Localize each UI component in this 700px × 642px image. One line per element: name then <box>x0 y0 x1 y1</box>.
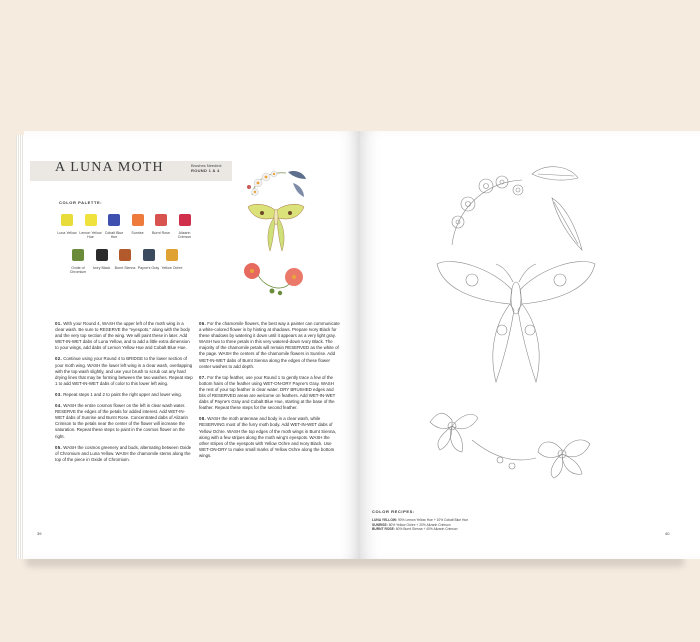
instruction-step <box>199 321 340 370</box>
page-title: A LUNA MOTH <box>55 160 164 175</box>
instruction-step <box>55 356 194 386</box>
color-swatch <box>72 249 84 261</box>
step-number: 05. <box>55 444 63 450</box>
recipe-name: LUNA YELLOW: <box>372 518 398 522</box>
color-swatch-label: Oxide of Chromium <box>69 266 87 275</box>
step-number: 07. <box>199 374 207 380</box>
instruction-step <box>55 445 194 463</box>
step-text: Repeat steps 1 and 2 to paint the right upper and lower wing. <box>63 391 182 397</box>
luna-moth-painting <box>238 165 314 300</box>
color-recipe <box>372 518 468 522</box>
color-swatch-label: Lemon Yellow Hue <box>79 231 102 240</box>
color-recipes-title: COLOR RECIPES: <box>372 509 415 514</box>
step-number: 01. <box>55 321 63 326</box>
instruction-step <box>199 375 340 412</box>
recipe-name: BURNT ROSE: <box>372 527 395 531</box>
color-swatch-label: Cobalt Blue Hue <box>104 231 124 240</box>
recipe-text: 60% Burnt Sienna + 40% Alizarin Crimson <box>395 527 458 531</box>
page-number-right: 40 <box>665 531 670 536</box>
color-swatch-label: Sunrise <box>131 231 144 235</box>
step-text: For the chamomile flowers, the best way a painter can communicate a white-colored flower is by hinting at shadows. Prepare Ivory Black for these shadows by watering it down until it appears as a very light gray. WASH two to three petals in this very watered-down Ivory Black. The majority of the chamomile petals will remain RESERVED as the white of the page. WASH the centers of the chamomile flowers in Sunrise. Add WET-IN-WET dabs of Burnt Sienna along the edges of these flower center washes to add depth. <box>199 321 340 369</box>
color-recipe <box>372 527 458 531</box>
color-swatch <box>108 214 120 226</box>
color-swatch-label: Yellow Ochre <box>161 266 183 270</box>
recipe-name: SUNRISE: <box>372 522 388 527</box>
color-swatch <box>155 214 167 226</box>
step-number: 02. <box>55 356 63 362</box>
color-swatch-label: Burnt Sienna <box>114 266 136 270</box>
color-swatch <box>143 249 155 261</box>
step-number: 06. <box>199 321 207 326</box>
instruction-step <box>55 403 194 440</box>
step-text: WASH the entire cosmos flower on the left in clear wash water. RESERVE the edges of the petals for added interest. Add WET-IN-WET dabs of Sunrise and Burnt Rose. Concentrated dabs of Alizarin Crimson to the petals near the center of the flower will increase the saturation. Repeat these steps to paint in the cosmos flower on the right. <box>55 403 188 439</box>
color-swatch <box>166 249 178 261</box>
color-swatch-label: Ivory Black <box>92 266 111 270</box>
instruction-step <box>199 416 340 459</box>
page-number-left: 39 <box>37 531 42 536</box>
palette-label: COLOR PALETTE: <box>59 200 103 205</box>
instructions-column-1 <box>55 321 194 468</box>
instruction-step <box>55 392 194 398</box>
color-swatch-label: Payne's Gray <box>137 266 160 270</box>
cosmos-flowers <box>244 263 303 295</box>
color-swatch <box>96 249 108 261</box>
step-text: Continue using your Round 4 to BRIDGE to the lower section of your moth wing. WASH the lower left wing in a clear wash, overlapping with the top wash slightly, and use your brush to scrub out any hard drying lines that may be forming between the two washes. Repeat step 1 to add WET-IN-WET dabs of color to this lower left wing. <box>55 356 193 386</box>
instructions-column-2 <box>199 321 340 464</box>
color-swatch <box>132 214 144 226</box>
color-swatch-label: Burnt Rose <box>152 231 170 235</box>
recipe-text: 80% Yellow Ochre + 20% Alizarin Crimson <box>388 522 451 527</box>
instruction-step <box>55 321 194 351</box>
color-swatch <box>61 214 73 226</box>
feathers <box>288 171 306 197</box>
step-text: With your Round 4, WASH the upper left of the moth wing in a clear wash. Be sure to RESERVE the "eyespots," along with the body and the very top section of the wing. We will paint these in later. Add WET-IN-WET dabs of Luna Yellow, and to add a little extra dimension to your wings, add dabs of Lemon Yellow Hue and Cobalt Blue Hue. <box>55 321 191 351</box>
recipe-text: 90% Lemon Yellow Hue + 10% Cobalt Blue Hue <box>397 518 469 522</box>
chamomile-flowers <box>247 171 286 195</box>
color-swatch <box>85 214 97 226</box>
step-number: 08. <box>199 416 207 422</box>
moth <box>248 204 304 251</box>
step-text: WASH the cosmos greenery and buds, alternating between Oxide of Chromium and Luna Yellow. WASH the chamomile stems along the top of the piece in Oxide of Chromium. <box>55 444 192 462</box>
step-number: 03. <box>55 391 63 397</box>
step-text: For the top feather, use your Round 1 to gently trace a few of the bottom hairs of the feather using WET-ON-DRY Payne's Gray. WASH the rest of your top feather in clear water. DRY BRUSHED edges and bits of RESERVED areas are welcome on feathers. Add WET-IN-WET dabs of Payne's Gray and Cobalt Blue Hue, starting at the base of the feather. Repeat these steps for the second feather. <box>199 374 336 411</box>
color-swatch <box>179 214 191 226</box>
color-swatch-label: Alizarin Crimson <box>177 231 192 240</box>
color-swatch <box>119 249 131 261</box>
luna-moth-line-drawing <box>412 160 620 490</box>
color-swatch-label: Luna Yellow <box>57 231 77 235</box>
step-number: 04. <box>55 403 63 409</box>
step-text: WASH the moth antennae and body in a clear wash, while RESERVING most of the furry moth body. Add WET-IN-WET dabs of Yellow Ochre. WASH the top edges of the moth wings in Burnt Sienna, along with a few stripes along the moth wing's eyespots. WASH the other stripes of the eyespots with Yellow Ochre and Ivory Black. Use WET-ON-DRY to make small marks of Yellow Ochre along the bottom wings. <box>199 416 337 458</box>
color-recipe <box>372 523 451 527</box>
brushes-needed: Brushes Needed: ROUND 1 & 4 <box>191 163 222 173</box>
